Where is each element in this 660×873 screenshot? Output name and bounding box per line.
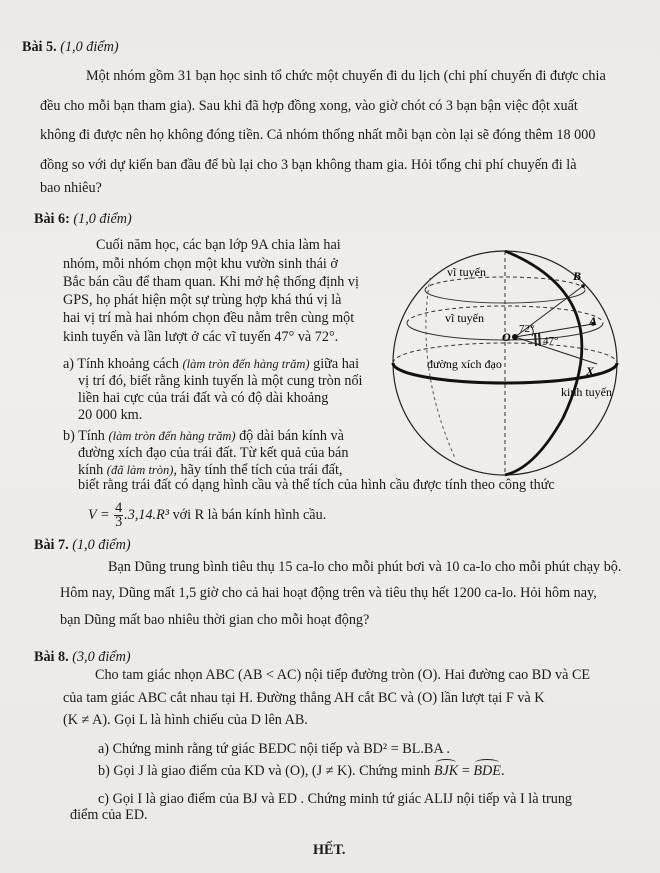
- label-point-b: B: [573, 269, 582, 283]
- bai6-line: đường xích đạo của trái đất. Từ kết quả của bán: [78, 445, 349, 461]
- bai6-points: (1,0 điểm): [73, 211, 132, 227]
- bai6-line: hai vị trí mà hai nhóm chọn đều nằm trên cùng một: [63, 310, 355, 326]
- center-point: [512, 334, 518, 340]
- bai7-title: Bài 7.: [34, 537, 69, 553]
- formula-rest: .3,14.R³: [124, 507, 170, 523]
- angle-mark-47b: [539, 333, 540, 346]
- bai8-line: Cho tam giác nhọn ABC (AB < AC) nội tiếp đường tròn (O). Hai đường cao BD và CE: [95, 667, 591, 683]
- bai8-part-a: a) Chứng minh rằng tứ giác BEDC nội tiếp và BD² = BL.BA .: [98, 741, 450, 757]
- bai8-b-end: .: [500, 763, 505, 779]
- bai7-heading: [34, 536, 131, 554]
- bai6-a-note: (làm tròn đến hàng trăm): [182, 357, 310, 371]
- bai7-line: Bạn Dũng trung bình tiêu thụ 15 ca-lo cho mỗi phút bơi và 10 ca-lo cho mỗi phút chạy bộ.: [108, 559, 622, 575]
- bai6-b3-end: , hãy tính thể tích của trái đất,: [173, 462, 343, 478]
- bai6-a-text: a) Tính khoảng cách: [63, 356, 179, 372]
- bai5-line: không đi được nên họ không đóng tiền. Cả nhóm thống nhất mỗi bạn còn lại sẽ đóng thêm 18 000: [40, 127, 596, 143]
- bai6-part-a-line: [63, 355, 359, 373]
- bai5-line: bao nhiêu?: [40, 180, 102, 196]
- bai7-points: (1,0 điểm): [72, 537, 131, 553]
- bai5-title: Bài 5.: [22, 39, 57, 55]
- bai5-points: (1,0 điểm): [60, 39, 119, 55]
- meridian-bold: [505, 251, 582, 475]
- bai8-line: (K ≠ A). Gọi L là hình chiếu của D lên AB.: [63, 712, 308, 728]
- arc-bde: BDE: [473, 763, 501, 779]
- formula-tail: với R là bán kính hình cầu.: [172, 507, 327, 523]
- bai8-part-c: c) Gọi I là giao điểm của BJ và ED . Chứng minh tứ giác ALIJ nội tiếp và I là trung: [98, 791, 573, 807]
- bai6-heading: [34, 210, 132, 228]
- label-point-a: A: [589, 314, 598, 328]
- bai7-line: Hôm nay, Dũng mất 1,5 giờ cho cả hai hoạt động trên và tiêu thụ hết 1200 ca-lo. Hỏi hôm nay,: [60, 585, 597, 601]
- bai6-line: nhóm, mỗi nhóm chọn một khu vườn sinh thái ở: [63, 256, 338, 272]
- bai5-line: đồng so với dự kiến ban đầu để bù lại cho 3 bạn không tham gia. Hỏi tổng chi phí chuyến đi là: [40, 157, 577, 173]
- bai6-line: GPS, họ phát hiện một sự trùng hợp khá thú vị là: [63, 292, 342, 308]
- bai6-line: Cuối năm học, các bạn lớp 9A chia làm hai: [96, 237, 341, 253]
- bai8-part-c-cont: điểm của ED.: [70, 807, 148, 823]
- label-vi-tuyen-top: vĩ tuyến: [447, 265, 486, 279]
- arc-bjk: BJK: [433, 763, 459, 779]
- bai6-part-b-line: [63, 427, 344, 445]
- globe-figure: [385, 228, 650, 483]
- bai6-line: vị trí đó, biết rằng kinh tuyến là một cung tròn nối: [78, 373, 363, 389]
- bai8-part-b: [98, 762, 505, 780]
- label-angle-47: 47°: [543, 335, 559, 347]
- bai8-line: của tam giác ABC cắt nhau tại H. Đường thẳng AH cắt BC và (O) lần lượt tại F và K: [63, 690, 545, 706]
- bai6-line: kinh tuyến và lần lượt ở các vĩ tuyến 47° và 72°.: [63, 329, 339, 345]
- angle-mark-47: [535, 333, 536, 346]
- volume-formula: [88, 502, 326, 529]
- bai8-heading: [34, 648, 131, 666]
- bai6-line: 20 000 km.: [78, 407, 143, 423]
- point-b-dot: [581, 284, 585, 288]
- bai5-line: Một nhóm gồm 31 bạn học sinh tổ chức một chuyến đi du lịch (chi phí chuyến đi được chia: [86, 68, 606, 84]
- bai6-line: liền hai cực của trái đất và có độ dài khoảng: [78, 390, 329, 406]
- end-marker: HẾT.: [313, 842, 346, 858]
- formula-fraction: [114, 502, 123, 529]
- label-xich-dao: đường xích đạo: [427, 357, 502, 371]
- formula-numerator: 4: [115, 500, 123, 517]
- label-point-o: O: [502, 330, 511, 344]
- label-point-x: X: [586, 364, 595, 378]
- bai6-b-text: b) Tính: [63, 428, 105, 444]
- bai6-line: biết rằng trái đất có dạng hình cầu và thể tích của hình cầu được tính theo công thức: [78, 477, 555, 493]
- label-angle-72: 72°: [519, 323, 535, 335]
- bai6-b3-note: (đã làm tròn): [106, 463, 174, 477]
- bai7-line: bạn Dũng mất bao nhiêu thời gian cho mỗi hoạt động?: [60, 612, 370, 628]
- bai8-title: Bài 8.: [34, 649, 69, 665]
- bai8-b-text: b) Gọi J là giao điểm của KD và (O), (J ≠ K). Chứng minh: [98, 763, 431, 779]
- formula-denominator: 3: [115, 514, 123, 531]
- bai6-a-end: giữa hai: [313, 356, 360, 372]
- bai8-points: (3,0 điểm): [72, 649, 131, 665]
- bai6-b3-text: kính: [78, 462, 104, 478]
- bai8-b-eq: =: [458, 763, 474, 779]
- bai6-line: Bắc bán cầu để tham quan. Khi mở hệ thống định vị: [63, 274, 359, 290]
- bai5-line: đều cho mỗi bạn tham gia). Sau khi đã hợp đồng xong, vào giờ chót có 3 bạn bận việc đột xuất: [40, 98, 578, 114]
- label-kinh-tuyen: kinh tuyến: [561, 385, 612, 399]
- bai5-heading: [22, 38, 119, 56]
- bai6-b-end: độ dài bán kính và: [239, 428, 344, 444]
- bai6-title: Bài 6:: [34, 211, 70, 227]
- bai6-b-note: (làm tròn đến hàng trăm): [108, 429, 236, 443]
- formula-v: V =: [88, 507, 110, 523]
- label-vi-tuyen-mid: vĩ tuyến: [445, 311, 484, 325]
